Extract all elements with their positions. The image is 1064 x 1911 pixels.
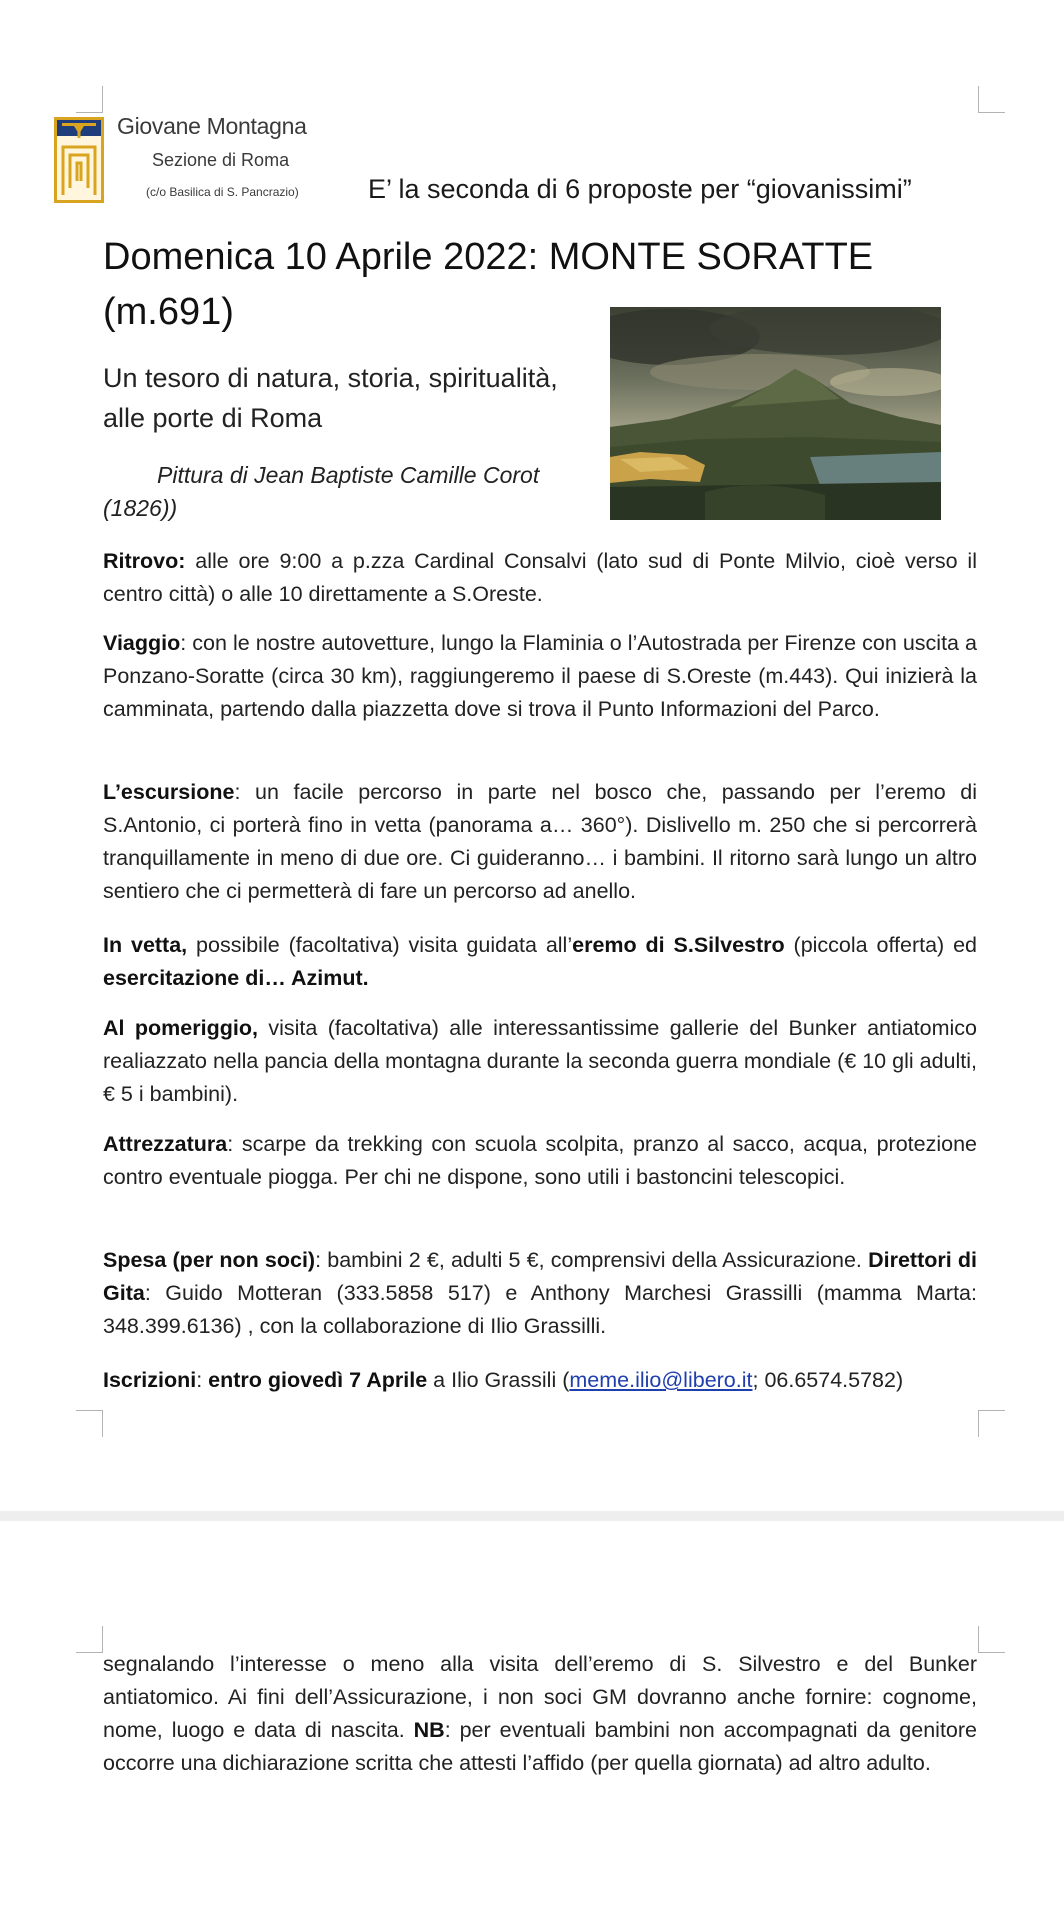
page-corner-mark xyxy=(76,86,103,113)
text-spesa: : bambini 2 €, adulti 5 €, comprensivi della Assicurazione. xyxy=(315,1248,869,1272)
text-iscrizioni-3: ; 06.6574.5782) xyxy=(752,1368,904,1392)
org-section: Sezione di Roma xyxy=(152,150,290,170)
label-nb: NB xyxy=(413,1718,445,1742)
email-link[interactable]: meme.ilio@libero.it xyxy=(569,1368,753,1392)
text-vetta-2: (piccola offerta) ed xyxy=(784,933,978,957)
label-viaggio: Viaggio xyxy=(103,631,181,655)
text-direttori: : Guido Motteran (333.5858 517) e Anthony Marchesi Grassilli (mamma Marta: 348.399.6136) , con la collaborazione di Ilio Grassilli. xyxy=(103,1281,977,1338)
paragraph-ritrovo xyxy=(103,545,977,611)
paragraph-spesa xyxy=(103,1244,977,1343)
page-title: Domenica 10 Aprile 2022: MONTE SORATTE (m.691) xyxy=(103,236,874,333)
text-vetta-1: possibile (facoltativa) visita guidata all’ xyxy=(187,933,573,957)
page-corner-mark xyxy=(978,1410,1005,1437)
paragraph-attrezzatura xyxy=(103,1128,977,1194)
text-pomeriggio: visita (facoltativa) alle interessantissime gallerie del Bunker antiatomico realiazzato nella pancia della montagna durante la seconda guerra mondiale (€ 10 gli adulti, € 5 i bambini). xyxy=(103,1016,978,1106)
page-corner-mark xyxy=(76,1626,103,1653)
text-continuation-2: : per eventuali bambini non accompagnati da genitore occorre una dichiarazione scritta che attesti l’affido (per quella giornata) ad altro adulto. xyxy=(103,1718,977,1775)
label-escursione: L’escursione xyxy=(103,780,235,804)
label-iscrizioni: Iscrizioni xyxy=(103,1368,197,1392)
text-iscrizioni-2: a Ilio Grassili ( xyxy=(427,1368,570,1392)
page-corner-mark xyxy=(978,86,1005,113)
org-name: Giovane Montagna xyxy=(117,113,307,139)
paragraph-escursione xyxy=(103,776,977,908)
text-viaggio: : con le nostre autovetture, lungo la Flaminia o l’Autostrada per Firenze con uscita a Ponzano-Soratte (circa 30 km), raggiungeremo il paese di S.Oreste (m.443). Qui inizierà la camminata, partendo dalla piazzetta dove si trova il Punto Informazioni del Parco. xyxy=(103,631,977,721)
text-attrezzatura: : scarpe da trekking con scuola scolpita, pranzo al sacco, acqua, protezione contro eventuale piogga. Per chi ne dispone, sono utili i bastoncini telescopici. xyxy=(103,1132,977,1189)
azimut-activity: esercitazione di… Azimut. xyxy=(103,966,369,990)
page-separator xyxy=(0,1511,1064,1521)
paragraph-vetta xyxy=(103,929,977,995)
subtitle: Un tesoro di natura, storia, spiritualità, alle porte di Roma xyxy=(103,363,558,433)
page-corner-mark xyxy=(76,1410,103,1437)
painting-caption xyxy=(103,459,603,525)
label-direttori: Direttori di Gita xyxy=(103,1248,977,1305)
page-corner-mark xyxy=(978,1626,1005,1653)
painting-caption-text: Pittura di Jean Baptiste Camille Corot (1826)) xyxy=(103,462,540,521)
text-iscrizioni-1: : xyxy=(196,1368,209,1392)
text-escursione: : un facile percorso in parte nel bosco che, passando per l’eremo di S.Antonio, ci porterà fino in vetta (panorama a… 360°). Dislivello m. 250 che si percorrerà tranquillamente in meno di due ore. Ci guideranno… i bambini. Il ritorno sarà lungo un altro sentiero che ci permetterà di fare un percorso ad anello. xyxy=(103,780,977,903)
monte-soratte-painting xyxy=(610,307,941,520)
text-ritrovo: alle ore 9:00 a p.zza Cardinal Consalvi (lato sud di Ponte Milvio, cioè verso il centro città) o alle 10 direttamente a S.Oreste. xyxy=(103,549,977,606)
label-vetta: In vetta, xyxy=(103,933,188,957)
label-attrezzatura: Attrezzatura xyxy=(103,1132,228,1156)
paragraph-pomeriggio xyxy=(103,1012,977,1111)
label-pomeriggio: Al pomeriggio, xyxy=(103,1016,258,1040)
paragraph-continuation xyxy=(103,1648,977,1780)
giovane-montagna-logo-icon xyxy=(54,117,104,203)
paragraph-viaggio xyxy=(103,627,977,726)
eremo-name: eremo di S.Silvestro xyxy=(572,933,785,957)
deadline: entro giovedì 7 Aprile xyxy=(208,1368,428,1392)
text-continuation-1: segnalando l’interesse o meno alla visita dell’eremo di S. Silvestro e del Bunker antiatomico. Ai fini dell’Assicurazione, i non soci GM dovranno anche fornire: cognome, nome, luogo e data di nascita. xyxy=(103,1652,977,1742)
label-ritrovo: Ritrovo: xyxy=(103,549,186,573)
label-spesa: Spesa (per non soci) xyxy=(103,1248,316,1272)
proposal-note: E’ la seconda di 6 proposte per “giovanissimi” xyxy=(368,174,912,204)
org-address: (c/o Basilica di S. Pancrazio) xyxy=(146,185,299,199)
paragraph-iscrizioni xyxy=(103,1364,977,1397)
